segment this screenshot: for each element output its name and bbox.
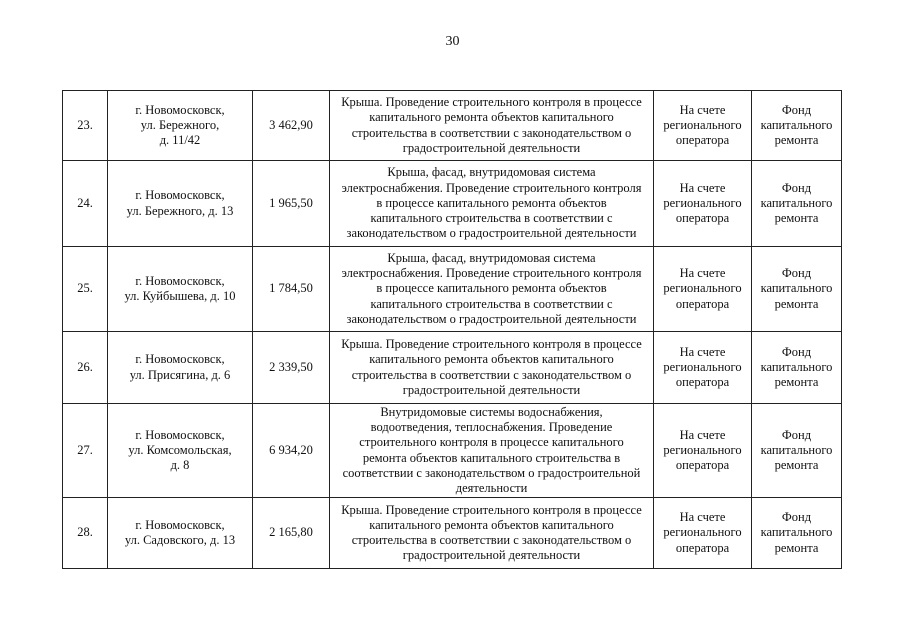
row-account: На счете регионального оператора xyxy=(654,91,752,161)
row-number: 24. xyxy=(63,161,108,247)
row-fund: Фонд капитального ремонта xyxy=(752,332,842,404)
row-cost: 3 462,90 xyxy=(253,91,330,161)
row-cost: 1 965,50 xyxy=(253,161,330,247)
row-address: г. Новомосковск, ул. Бережного, д. 11/42 xyxy=(108,91,253,161)
row-address: г. Новомосковск, ул. Куйбышева, д. 10 xyxy=(108,247,253,332)
row-number: 27. xyxy=(63,404,108,498)
row-number: 25. xyxy=(63,247,108,332)
row-fund: Фонд капитального ремонта xyxy=(752,404,842,498)
table-row xyxy=(63,161,842,247)
row-cost: 6 934,20 xyxy=(253,404,330,498)
table-row xyxy=(63,247,842,332)
table-row xyxy=(63,404,842,498)
table-row xyxy=(63,332,842,404)
table-row xyxy=(63,91,842,161)
row-number: 28. xyxy=(63,498,108,569)
row-account: На счете регионального оператора xyxy=(654,247,752,332)
row-work-description: Крыша, фасад, внутридомовая система электроснабжения. Проведение строительного контроля в процессе капитального ремонта объектов капитального строительства в соответствии с законодательством о градостроительной деятельности xyxy=(330,247,654,332)
row-address: г. Новомосковск, ул. Присягина, д. 6 xyxy=(108,332,253,404)
row-address: г. Новомосковск, ул. Садовского, д. 13 xyxy=(108,498,253,569)
row-address: г. Новомосковск, ул. Комсомольская, д. 8 xyxy=(108,404,253,498)
table-row xyxy=(63,498,842,569)
row-fund: Фонд капитального ремонта xyxy=(752,161,842,247)
row-address: г. Новомосковск, ул. Бережного, д. 13 xyxy=(108,161,253,247)
row-account: На счете регионального оператора xyxy=(654,404,752,498)
row-work-description: Крыша. Проведение строительного контроля в процессе капитального ремонта объектов капитального строительства в соответствии с законодательством о градостроительной деятельности xyxy=(330,332,654,404)
row-fund: Фонд капитального ремонта xyxy=(752,498,842,569)
row-cost: 1 784,50 xyxy=(253,247,330,332)
row-fund: Фонд капитального ремонта xyxy=(752,247,842,332)
row-work-description: Крыша, фасад, внутридомовая система электроснабжения. Проведение строительного контроля в процессе капитального ремонта объектов капитального строительства в соответствии с законодательством о градостроительной деятельности xyxy=(330,161,654,247)
row-account: На счете регионального оператора xyxy=(654,332,752,404)
row-work-description: Крыша. Проведение строительного контроля в процессе капитального ремонта объектов капитального строительства в соответствии с законодательством о градостроительной деятельности xyxy=(330,91,654,161)
row-number: 26. xyxy=(63,332,108,404)
row-work-description: Внутридомовые системы водоснабжения, водоотведения, теплоснабжения. Проведение строительного контроля в процессе капитального ремонта объектов капитального строительства в соответствии с законодательством о градостроительной деятельности xyxy=(330,404,654,498)
repair-table xyxy=(62,90,842,569)
row-number: 23. xyxy=(63,91,108,161)
row-account: На счете регионального оператора xyxy=(654,498,752,569)
row-work-description: Крыша. Проведение строительного контроля в процессе капитального ремонта объектов капитального строительства в соответствии с законодательством о градостроительной деятельности xyxy=(330,498,654,569)
row-fund: Фонд капитального ремонта xyxy=(752,91,842,161)
row-cost: 2 339,50 xyxy=(253,332,330,404)
row-cost: 2 165,80 xyxy=(253,498,330,569)
page-number: 30 xyxy=(445,34,460,49)
row-account: На счете регионального оператора xyxy=(654,161,752,247)
